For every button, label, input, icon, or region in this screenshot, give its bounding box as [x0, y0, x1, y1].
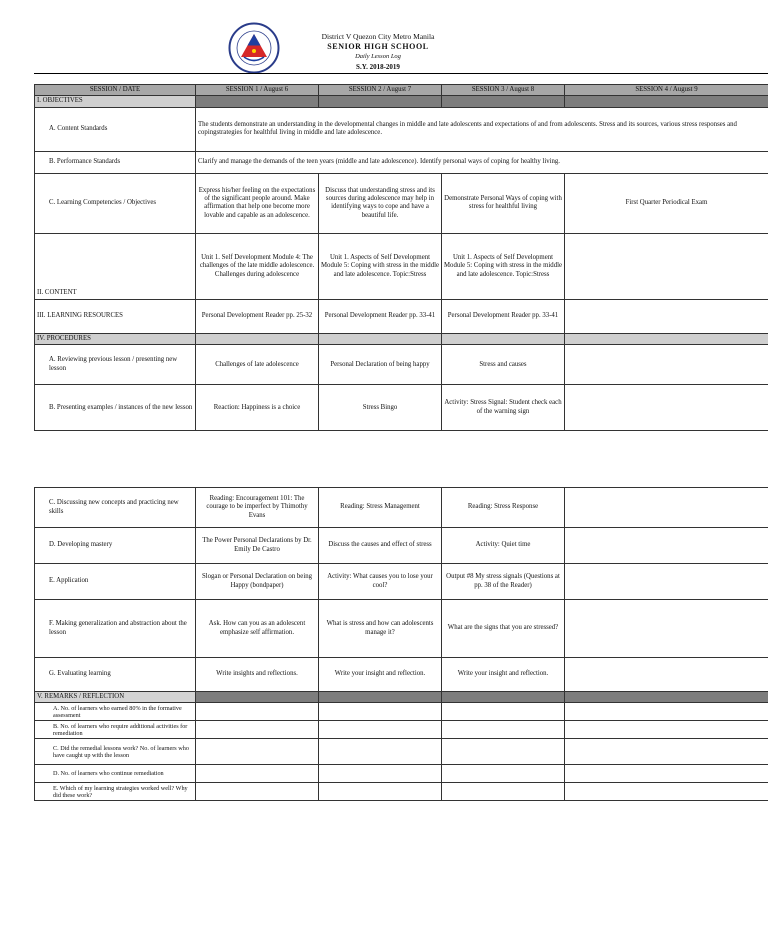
remarks-e-row [35, 783, 768, 801]
performance-standards-label: B. Performance Standards [35, 151, 196, 173]
procedure-a-session-2: Personal Declaration of being happy [319, 345, 442, 385]
remarks-b-label: B. No. of learners who require additional activities for remediation [35, 721, 196, 739]
competency-session-4: First Quarter Periodical Exam [565, 173, 768, 233]
procedure-d-session-3: Activity: Quiet time [442, 528, 565, 564]
procedure-e-session-3: Output #8 My stress signals (Questions at pp. 38 of the Reader) [442, 564, 565, 600]
competencies-row [35, 173, 768, 233]
competency-session-2: Discuss that understanding stress and its sources during adolescence may help in identifying ways to cope and have a beautiful life. [319, 173, 442, 233]
procedure-d-label: D. Developing mastery [35, 528, 196, 564]
procedure-f-label: F. Making generalization and abstraction about the lesson [35, 600, 196, 658]
remarks-d-row [35, 765, 768, 783]
procedure-a-row [35, 345, 768, 385]
col-session-date: SESSION / DATE [35, 85, 196, 96]
procedure-e-session-2: Activity: What causes you to lose your cool? [319, 564, 442, 600]
procedure-g-session-1: Write insights and reflections. [196, 658, 319, 692]
procedure-d-session-1: The Power Personal Declarations by Dr. Emily De Castro [196, 528, 319, 564]
procedure-f-session-1: Ask. How can you as an adolescent emphasize self affirmation. [196, 600, 319, 658]
procedure-d-session-2: Discuss the causes and effect of stress [319, 528, 442, 564]
resource-session-3: Personal Development Reader pp. 33-41 [442, 299, 565, 333]
procedure-g-label: G. Evaluating learning [35, 658, 196, 692]
procedure-g-session-2: Write your insight and reflection. [319, 658, 442, 692]
objectives-section-row [35, 96, 768, 107]
remarks-heading: V. REMARKS / REFLECTION [35, 692, 196, 703]
procedure-a-label: A. Reviewing previous lesson / presenting new lesson [35, 345, 196, 385]
content-heading: II. CONTENT [35, 233, 196, 299]
content-standards-row [35, 107, 768, 151]
header-text-block [290, 32, 466, 72]
procedure-e-row [35, 564, 768, 600]
content-row [35, 233, 768, 299]
column-header-row [35, 85, 768, 96]
col-session-2: SESSION 2 / August 7 [319, 85, 442, 96]
content-standards-label: A. Content Standards [35, 107, 196, 151]
learning-resources-heading: III. LEARNING RESOURCES [35, 299, 196, 333]
col-session-3: SESSION 3 / August 8 [442, 85, 565, 96]
procedure-c-session-2: Reading: Stress Management [319, 488, 442, 528]
procedure-e-label: E. Application [35, 564, 196, 600]
remarks-d-label: D. No. of learners who continue remediation [35, 765, 196, 783]
procedure-e-session-1: Slogan or Personal Declaration on being Happy (bondpaper) [196, 564, 319, 600]
resource-session-2: Personal Development Reader pp. 33-41 [319, 299, 442, 333]
school-year: S.Y. 2018-2019 [356, 63, 400, 71]
procedure-c-label: C. Discussing new concepts and practicing new skills [35, 488, 196, 528]
remarks-a-label: A. No. of learners who earned 80% in the formative assessment [35, 703, 196, 721]
remarks-c-row [35, 739, 768, 765]
content-session-3: Unit 1. Aspects of Self Development Module 5: Coping with stress in the middle and late adolescence. Topic:Stress [442, 233, 565, 299]
procedure-f-session-3: What are the signs that you are stressed? [442, 600, 565, 658]
procedure-d-row [35, 528, 768, 564]
lesson-log-table-part-1 [34, 84, 768, 431]
district-line: District V Quezon City Metro Manila [321, 32, 435, 41]
col-session-4: SESSION 4 / August 9 [565, 85, 768, 96]
remarks-section-row [35, 692, 768, 703]
col-session-1: SESSION 1 / August 6 [196, 85, 319, 96]
content-standards-text: The students demonstrate an understanding in the developmental changes in middle and late adolescents and expectations of and from adolescents. Stress and its sources, various stress responses and copingstrategies for healthful living in middle and late adolescence. [196, 107, 768, 151]
remarks-e-label: E. Which of my learning strategies worked well? Why did these work? [35, 783, 196, 801]
content-session-1: Unit 1. Self Development Module 4: The challenges of the late middle adolescence. Challenges during adolescence [196, 233, 319, 299]
header-divider [34, 73, 768, 74]
remarks-b-row [35, 721, 768, 739]
competency-session-3: Demonstrate Personal Ways of coping with stress for healthful living [442, 173, 565, 233]
procedure-a-session-3: Stress and causes [442, 345, 565, 385]
procedure-c-session-3: Reading: Stress Response [442, 488, 565, 528]
school-seal-logo [228, 22, 280, 74]
lesson-log-table-part-2 [34, 487, 768, 801]
procedure-f-session-2: What is stress and how can adolescents manage it? [319, 600, 442, 658]
performance-standards-text: Clarify and manage the demands of the teen years (middle and late adolescence). Identify personal ways of coping for healthy living. [196, 151, 768, 173]
school-name: SENIOR HIGH SCHOOL [327, 42, 429, 51]
content-session-2: Unit 1. Aspects of Self Development Module 5: Coping with stress in the middle and late adolescence. Topic:Stress [319, 233, 442, 299]
performance-standards-row [35, 151, 768, 173]
procedure-b-row [35, 385, 768, 431]
document-header [0, 0, 768, 76]
remarks-c-label: C. Did the remedial lessons work? No. of learners who have caught up with the lesson [35, 739, 196, 765]
procedures-heading: IV. PROCEDURES [35, 333, 196, 344]
competencies-label: C. Learning Competencies / Objectives [35, 173, 196, 233]
procedure-b-session-2: Stress Bingo [319, 385, 442, 431]
procedure-b-session-3: Activity: Stress Signal: Student check each of the warning sign [442, 385, 565, 431]
remarks-a-row [35, 703, 768, 721]
procedure-a-session-1: Challenges of late adolescence [196, 345, 319, 385]
procedure-c-row [35, 488, 768, 528]
resource-session-1: Personal Development Reader pp. 25-32 [196, 299, 319, 333]
objectives-heading: I. OBJECTIVES [35, 96, 196, 107]
procedure-c-session-1: Reading: Encouragement 101: The courage to be imperfect by Thimothy Evans [196, 488, 319, 528]
procedure-f-row [35, 600, 768, 658]
competency-session-1: Express his/her feeling on the expectations of the significant people around. Make affirmation that help one become more lovable and capable as an adolescence. [196, 173, 319, 233]
procedure-b-label: B. Presenting examples / instances of the new lesson [35, 385, 196, 431]
learning-resources-row [35, 299, 768, 333]
procedures-section-row [35, 333, 768, 344]
procedure-b-session-1: Reaction: Happiness is a choice [196, 385, 319, 431]
document-type: Daily Lesson Log [355, 53, 401, 60]
procedure-g-session-3: Write your insight and reflection. [442, 658, 565, 692]
procedure-g-row [35, 658, 768, 692]
